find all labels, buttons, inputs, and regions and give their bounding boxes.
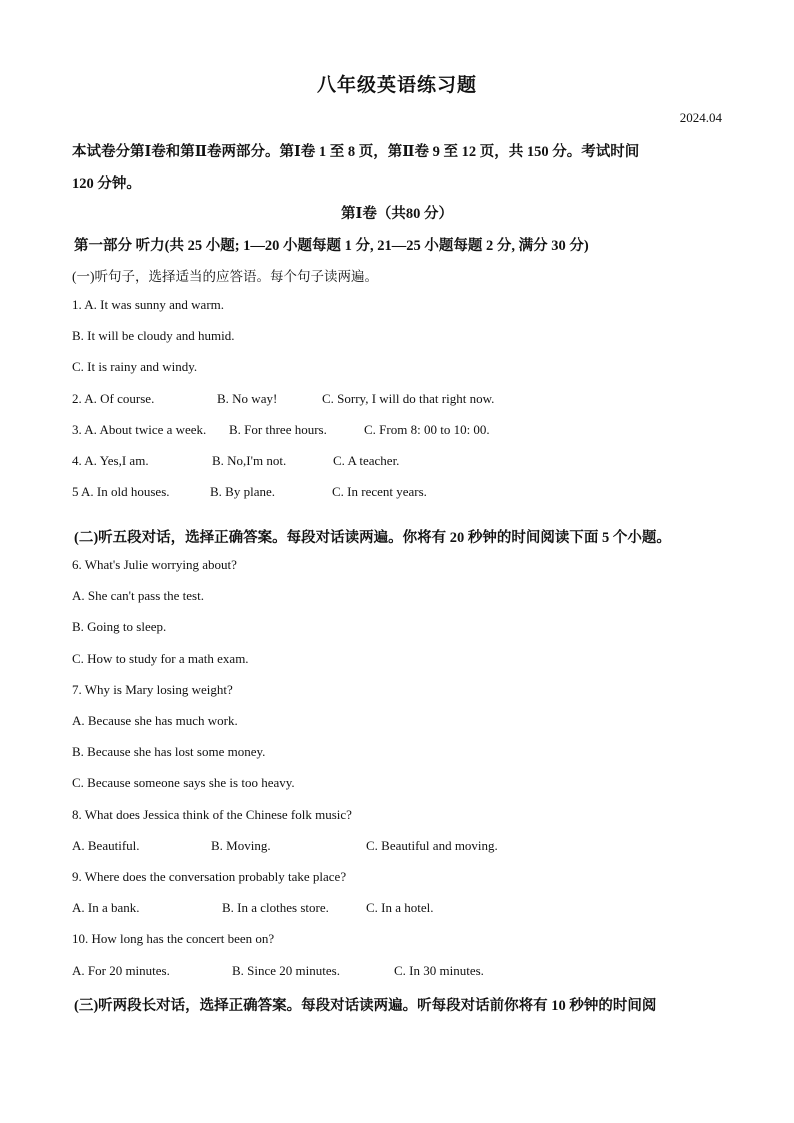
page-title: 八年级英语练习题 — [316, 75, 477, 96]
q9-option-a: A. In a bank. — [72, 900, 140, 915]
q8-stem: 8. What does Jessica think of the Chinese folk music? — [72, 807, 352, 822]
q2-option-b: B. No way! — [217, 391, 278, 406]
q6-stem: 6. What's Julie worrying about? — [72, 557, 237, 572]
intro-line-2: 120 分钟。 — [72, 176, 141, 192]
q7-option-c: C. Because someone says she is too heavy. — [72, 775, 295, 790]
part-one-heading: 第一部分 听力(共 25 小题; 1—20 小题每题 1 分, 21—25 小题每题 2 分, 满分 30 分) — [74, 238, 589, 254]
subsection-one-instructions: (一)听句子，选择适当的应答语。每个句子读两遍。 — [72, 269, 378, 284]
q1-option-c: C. It is rainy and windy. — [72, 359, 198, 374]
q6-option-c: C. How to study for a math exam. — [72, 651, 249, 666]
q1-option-b: B. It will be cloudy and humid. — [72, 328, 235, 343]
q1-option-a: 1. A. It was sunny and warm. — [72, 297, 225, 312]
q10-option-a: A. For 20 minutes. — [72, 963, 170, 978]
q5-option-a: 5 A. In old houses. — [72, 484, 170, 499]
section-title: 第Ⅰ卷（共80 分） — [341, 206, 453, 222]
exam-date: 2024.04 — [679, 110, 722, 125]
q9-option-c: C. In a hotel. — [366, 900, 434, 915]
q7-stem: 7. Why is Mary losing weight? — [72, 682, 233, 697]
q2-option-c: C. Sorry, I will do that right now. — [322, 391, 495, 406]
q6-option-a: A. She can't pass the test. — [72, 588, 204, 603]
q7-option-a: A. Because she has much work. — [72, 713, 238, 728]
q4-option-a: 4. A. Yes,I am. — [72, 453, 149, 468]
q7-option-b: B. Because she has lost some money. — [72, 744, 266, 759]
q8-option-a: A. Beautiful. — [72, 838, 140, 853]
q10-option-b: B. Since 20 minutes. — [232, 963, 340, 978]
q3-option-b: B. For three hours. — [229, 422, 327, 437]
subsection-two-instructions: (二)听五段对话，选择正确答案。每段对话读两遍。你将有 20 秒钟的时间阅读下面 5 个小题。 — [74, 530, 671, 546]
q4-option-b: B. No,I'm not. — [212, 453, 287, 468]
q10-stem: 10. How long has the concert been on? — [72, 931, 275, 946]
q4-option-c: C. A teacher. — [333, 453, 400, 468]
q3-option-c: C. From 8: 00 to 10: 00. — [364, 422, 490, 437]
q9-stem: 9. Where does the conversation probably take place? — [72, 869, 347, 884]
subsection-three-instructions: (三)听两段长对话，选择正确答案。每段对话读两遍。听每段对话前你将有 10 秒钟的时间阅 — [74, 998, 657, 1014]
intro-line-1: 本试卷分第Ⅰ卷和第Ⅱ卷两部分。第Ⅰ卷 1 至 8 页，第Ⅱ卷 9 至 12 页，共 150 分。考试时间 — [72, 144, 640, 160]
q8-option-b: B. Moving. — [211, 838, 271, 853]
q3-option-a: 3. A. About twice a week. — [72, 422, 207, 437]
q10-option-c: C. In 30 minutes. — [394, 963, 484, 978]
q6-option-b: B. Going to sleep. — [72, 619, 167, 634]
q9-option-b: B. In a clothes store. — [222, 900, 329, 915]
q5-option-c: C. In recent years. — [332, 484, 427, 499]
q8-option-c: C. Beautiful and moving. — [366, 838, 498, 853]
q5-option-b: B. By plane. — [210, 484, 275, 499]
q2-option-a: 2. A. Of course. — [72, 391, 155, 406]
